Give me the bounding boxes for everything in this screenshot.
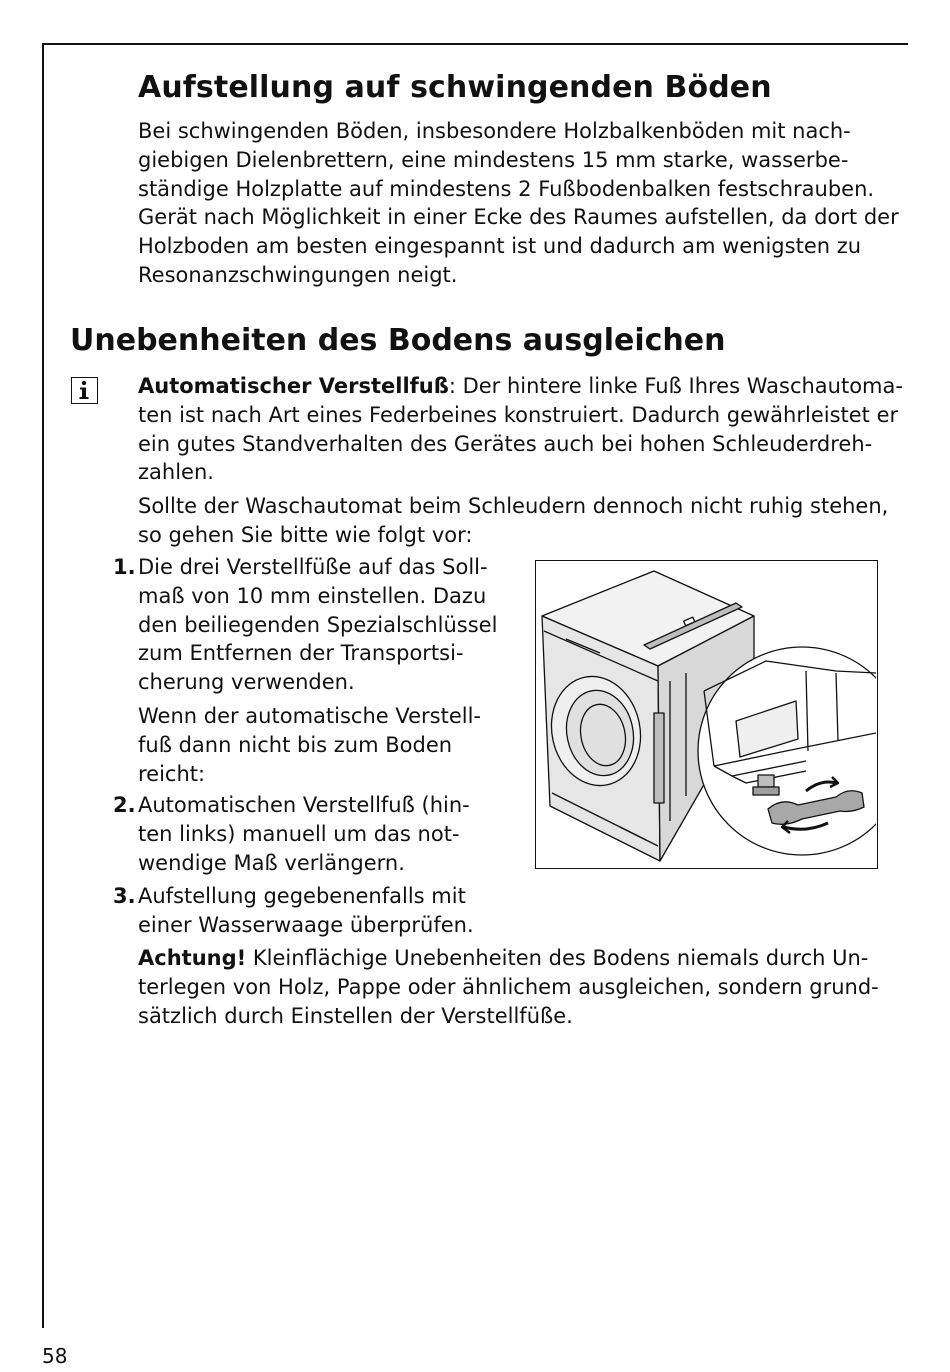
door-hinge xyxy=(654,713,664,803)
text-line: Resonanzschwingungen neigt. xyxy=(138,262,458,287)
info-icon xyxy=(71,377,98,404)
step-1-text xyxy=(138,553,497,697)
text-line: sätzlich durch Einstellen der Verstellfüße. xyxy=(138,1003,573,1028)
page-number: 58 xyxy=(42,1344,68,1368)
step-3-text xyxy=(138,882,474,940)
text-line xyxy=(138,372,903,401)
adjustable-foot xyxy=(758,775,774,787)
text-line: Aufstellung gegebenenfalls mit xyxy=(138,884,466,908)
text-line: einer Wasserwaage überprüfen. xyxy=(138,912,474,937)
text-line: Sollte der Waschautomat beim Schleudern dennoch nicht ruhig stehen, xyxy=(138,494,889,518)
text-line: Gerät nach Möglichkeit in einer Ecke des Raumes aufstellen, da dort der xyxy=(138,205,899,230)
note-first-line: : Der hintere linke Fuß Ihres Waschautoma- xyxy=(448,374,903,398)
text-line: terlegen von Holz, Pappe oder ähnlichem ausgleichen, sondern grund- xyxy=(138,974,879,999)
washing-machine-illustration xyxy=(535,560,878,869)
text-line: Automatischen Verstellfuß (hin- xyxy=(138,793,470,817)
text-line: so gehen Sie bitte wie folgt vor: xyxy=(138,522,473,547)
section-heading-level-floor: Unebenheiten des Bodens ausgleichen xyxy=(70,323,726,358)
section-heading-floating-floors: Aufstellung auf schwingenden Böden xyxy=(138,70,772,105)
text-line: den beiliegenden Spezialschlüssel xyxy=(138,612,498,637)
frame-top-rule xyxy=(42,43,908,45)
text-line: maß von 10 mm einstellen. Dazu xyxy=(138,583,487,608)
info-note xyxy=(138,372,903,487)
text-line xyxy=(138,944,879,973)
text-line: zahlen. xyxy=(138,460,214,485)
warning-first-line: Kleinflächige Unebenheiten des Bodens niemals durch Un- xyxy=(246,946,869,970)
section1-paragraph xyxy=(138,117,899,290)
text-line: Holzboden am besten eingespannt ist und dadurch am wenigsten zu xyxy=(138,234,862,259)
interlude-paragraph xyxy=(138,702,481,788)
illustration-svg xyxy=(536,561,876,867)
text-line: ständige Holzplatte auf mindestens 2 Fußbodenbalken festschrauben. xyxy=(138,176,875,201)
text-line: ten links) manuell um das not- xyxy=(138,821,460,846)
step-2-text xyxy=(138,791,470,877)
step-number: 1. xyxy=(113,555,136,579)
text-line: cherung verwenden. xyxy=(138,670,355,695)
step-number: 3. xyxy=(113,884,136,908)
text-line: Bei schwingenden Böden, insbesondere Holzbalkenböden mit nach- xyxy=(138,119,851,143)
text-line: giebigen Dielenbrettern, eine mindestens 15 mm starke, wasserbe- xyxy=(138,147,849,172)
step-number: 2. xyxy=(113,793,136,817)
text-line: Wenn der automatische Verstell- xyxy=(138,704,481,728)
text-line: ten ist nach Art eines Federbeines konstruiert. Dadurch gewährleistet er xyxy=(138,402,899,427)
text-line: reicht: xyxy=(138,761,206,786)
frame-left-rule xyxy=(42,43,44,1328)
text-line: zum Entfernen der Transportsi- xyxy=(138,641,464,666)
text-line: fuß dann nicht bis zum Boden xyxy=(138,732,453,757)
warning-paragraph xyxy=(138,944,879,1030)
intro-paragraph xyxy=(138,492,888,550)
warning-label: Achtung! xyxy=(138,946,247,970)
text-line: ein gutes Standverhalten des Gerätes auch bei hohen Schleuderdreh- xyxy=(138,431,873,456)
text-line: Die drei Verstellfüße auf das Soll- xyxy=(138,555,488,579)
text-line: wendige Maß verlängern. xyxy=(138,850,405,875)
note-term: Automatischer Verstellfuß xyxy=(138,374,449,398)
